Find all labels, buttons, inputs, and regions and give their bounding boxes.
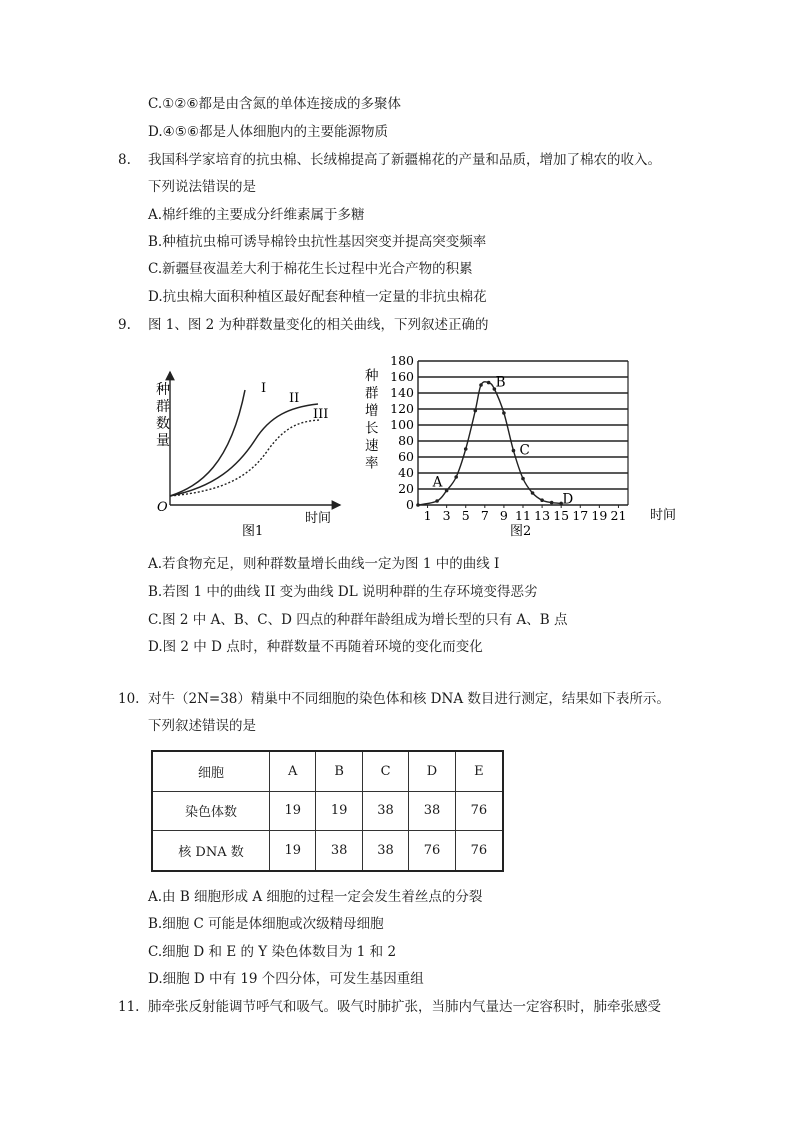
table-cell: 76	[455, 791, 503, 830]
table-row	[152, 791, 503, 830]
q8-stem-line-2: 下列说法错误的是	[148, 179, 256, 195]
fig2-point-label-a: A	[432, 474, 443, 491]
fig2-data-point	[464, 447, 468, 451]
fig2-data-point	[550, 501, 554, 505]
table-header-cell: E	[455, 751, 503, 791]
fig2-y-tick-label: 180	[390, 353, 414, 368]
table-header-cell: B	[316, 751, 362, 791]
table-cell: 38	[316, 831, 362, 871]
fig2-x-tick-label: 9	[499, 508, 508, 523]
q9-option-c: C.图 2 中 A、B、C、D 四点的种群年龄组成为增长型的只有 A、B 点	[148, 612, 568, 628]
q10-data-table	[151, 750, 504, 872]
q9-option-b: B.若图 1 中的曲线 II 变为曲线 DL 说明种群的生存环境变得恶劣	[148, 584, 538, 600]
fig2-point-label-b: B	[495, 374, 506, 391]
fig2-x-tick-label: 11	[515, 508, 531, 523]
q10-stem-line-2: 下列叙述错误的是	[148, 718, 256, 734]
fig2-data-point	[540, 498, 544, 502]
fig2-y-tick-label: 160	[390, 369, 414, 384]
table-cell: 19	[270, 791, 316, 830]
fig2-data-point	[454, 475, 458, 479]
fig2-x-tick-label: 3	[442, 508, 451, 523]
fig2-data-point	[445, 489, 449, 493]
fig2-data-point	[479, 383, 483, 387]
fig2-x-label: 时间	[650, 508, 677, 523]
table-cell: 染色体数	[152, 791, 270, 830]
q8-stem-line-1: 我国科学家培育的抗虫棉、长绒棉提高了新疆棉花的产量和品质，增加了棉农的收入。	[148, 152, 661, 168]
table-header-row	[152, 751, 503, 791]
table-cell: 76	[409, 831, 455, 871]
fig2-data-point	[502, 411, 506, 415]
fig1-label-III: III	[313, 407, 329, 422]
fig1-curve-I	[170, 390, 245, 496]
fig2-x-tick-label: 13	[534, 508, 551, 523]
fig1-x-label: 时间	[305, 511, 332, 526]
fig1-origin-label: O	[157, 500, 168, 515]
fig2-y-label: 种群增长速率	[365, 368, 379, 472]
q9-number: 9.	[118, 317, 131, 333]
q7-option-d: D.④⑤⑥都是人体细胞内的主要能源物质	[148, 124, 388, 140]
q11-stem: 肺牵张反射能调节呼气和吸气。吸气时肺扩张，当肺内气量达一定容积时，肺牵张感受	[148, 999, 661, 1015]
q7-option-c: C.①②⑥都是由含氮的单体连接成的多聚体	[148, 96, 401, 112]
q8-option-d: D.抗虫棉大面积种植区最好配套种植一定量的非抗虫棉花	[148, 289, 487, 305]
table-row	[152, 831, 503, 871]
table-cell: 38	[362, 831, 408, 871]
figure-1-chart	[140, 350, 355, 542]
q8-option-c: C.新疆昼夜温差大利于棉花生长过程中光合产物的积累	[148, 261, 473, 277]
fig2-y-tick-label: 100	[390, 417, 414, 432]
table-header-cell: C	[362, 751, 408, 791]
q8-option-a: A.棉纤维的主要成分纤维素属于多糖	[148, 207, 365, 223]
q10-option-b: B.细胞 C 可能是体细胞或次级精母细胞	[148, 916, 384, 932]
fig1-title: 图1	[242, 524, 264, 539]
fig2-x-tick-label: 1	[423, 508, 432, 523]
fig2-x-tick-label: 7	[480, 508, 489, 523]
fig2-x-tick-label: 21	[610, 508, 627, 523]
fig1-label-I: I	[261, 381, 267, 396]
q9-stem: 图 1、图 2 为种群数量变化的相关曲线，下列叙述正确的	[148, 317, 489, 333]
q10-stem-line-1: 对牛（2N=38）精巢中不同细胞的染色体和核 DNA 数目进行测定，结果如下表所示。	[148, 691, 670, 707]
q9-option-a: A.若食物充足，则种群数量增长曲线一定为图 1 中的曲线 I	[148, 556, 500, 572]
fig1-curve-II	[170, 404, 318, 496]
table-header-cell: A	[270, 751, 316, 791]
fig1-label-II: II	[289, 391, 300, 406]
fig2-y-tick-label: 0	[406, 497, 414, 512]
fig2-x-tick-label: 5	[461, 508, 470, 523]
table-header-cell: 细胞	[152, 751, 270, 791]
table-cell: 核 DNA 数	[152, 831, 270, 871]
q8-option-b: B.种植抗虫棉可诱导棉铃虫抗性基因突变并提高突变频率	[148, 234, 487, 250]
fig2-x-tick-label: 17	[572, 508, 589, 523]
fig2-data-point	[435, 499, 439, 503]
fig2-data-point	[521, 477, 525, 481]
table-cell: 38	[362, 791, 408, 830]
fig2-point-label-d: D	[562, 491, 574, 508]
fig2-data-point	[531, 491, 535, 495]
fig2-x-tick-label: 19	[591, 508, 608, 523]
table-header-cell: D	[409, 751, 455, 791]
fig2-data-point	[473, 409, 477, 413]
q10-number: 10.	[118, 691, 140, 707]
q10-option-c: C.细胞 D 和 E 的 Y 染色体数目为 1 和 2	[148, 944, 397, 960]
q11-number: 11.	[118, 999, 140, 1015]
table-cell: 19	[270, 831, 316, 871]
table-cell: 19	[316, 791, 362, 830]
q10-option-a: A.由 B 细胞形成 A 细胞的过程一定会发生着丝点的分裂	[148, 889, 483, 905]
fig2-y-tick-label: 120	[390, 401, 414, 416]
q10-option-d: D.细胞 D 中有 19 个四分体，可发生基因重组	[148, 971, 424, 987]
table-cell: 76	[455, 831, 503, 871]
fig2-data-point	[416, 503, 420, 507]
figure-2-chart	[360, 350, 690, 542]
fig2-y-tick-label: 20	[398, 481, 414, 496]
fig2-data-point	[512, 449, 516, 453]
fig2-data-point	[487, 381, 491, 385]
q8-number: 8.	[118, 152, 131, 168]
fig2-title: 图2	[510, 524, 532, 539]
fig2-y-tick-label: 140	[390, 385, 414, 400]
table-cell: 38	[409, 791, 455, 830]
fig2-y-tick-label: 80	[398, 433, 414, 448]
fig1-y-label: 种群数量	[156, 382, 170, 449]
fig2-point-label-c: C	[519, 442, 530, 459]
q9-option-d: D.图 2 中 D 点时，种群数量不再随着环境的变化而变化	[148, 639, 483, 655]
fig2-y-tick-label: 40	[398, 465, 414, 480]
fig2-y-tick-label: 60	[398, 449, 414, 464]
fig2-x-tick-label: 15	[553, 508, 570, 523]
